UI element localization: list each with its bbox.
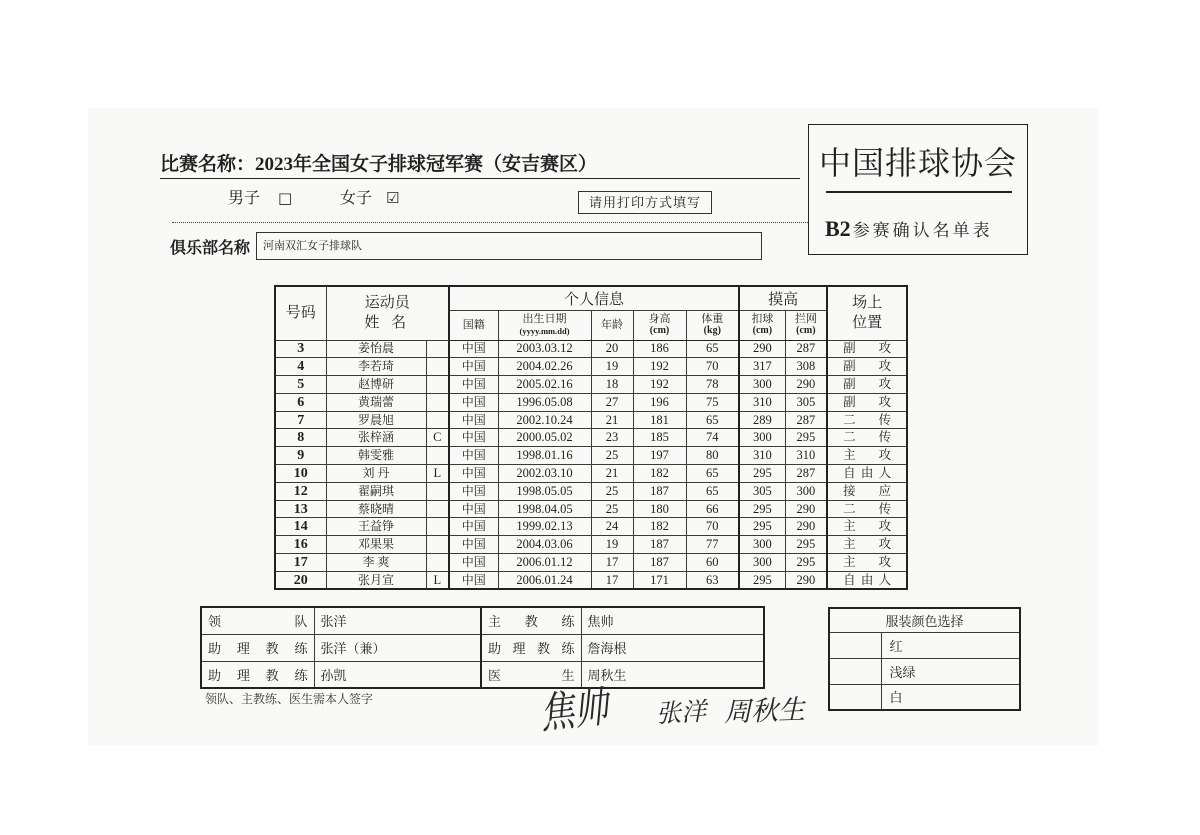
cell-birth: 2002.10.24	[498, 411, 591, 429]
cell-name: 李 爽	[326, 554, 426, 572]
cell-position: 二 传	[827, 411, 907, 429]
cell-number: 4	[275, 358, 326, 376]
roster-row	[275, 429, 907, 447]
cell-number: 14	[275, 518, 326, 536]
cell-number: 7	[275, 411, 326, 429]
cell-weight: 65	[686, 411, 739, 429]
cell-block: 290	[785, 571, 827, 589]
form-title-line	[825, 215, 993, 246]
cell-birth: 1996.05.08	[498, 393, 591, 411]
dotted-separator	[172, 222, 808, 223]
cell-spike: 300	[739, 429, 785, 447]
header-weight-line1: 体重	[701, 313, 724, 325]
header-age: 年龄	[591, 310, 633, 340]
cell-height: 197	[633, 447, 686, 465]
cell-spike: 295	[739, 571, 785, 589]
cell-number: 8	[275, 429, 326, 447]
cell-block: 300	[785, 482, 827, 500]
gender-male-option	[228, 188, 292, 209]
cell-spike: 290	[739, 340, 785, 358]
cell-age: 17	[591, 554, 633, 572]
cell-birth: 1998.04.05	[498, 500, 591, 518]
cell-spike: 300	[739, 536, 785, 554]
cell-age: 25	[591, 500, 633, 518]
cell-birth: 1998.01.16	[498, 447, 591, 465]
cell-mark	[426, 482, 449, 500]
cell-height: 186	[633, 340, 686, 358]
roster-row	[275, 518, 907, 536]
uniform-option: 红	[881, 632, 1020, 658]
cell-age: 19	[591, 358, 633, 376]
cell-height: 187	[633, 554, 686, 572]
cell-weight: 78	[686, 376, 739, 394]
cell-position: 副 攻	[827, 376, 907, 394]
cell-number: 9	[275, 447, 326, 465]
uniform-check-cell	[829, 684, 881, 710]
cell-age: 24	[591, 518, 633, 536]
cell-spike: 310	[739, 393, 785, 411]
cell-name: 邓果果	[326, 536, 426, 554]
cell-age: 18	[591, 376, 633, 394]
header-birth-line1: 出生日期	[522, 313, 567, 325]
gender-female-option	[340, 188, 399, 209]
cell-height: 187	[633, 536, 686, 554]
cell-number: 16	[275, 536, 326, 554]
cell-age: 20	[591, 340, 633, 358]
header-weight-line2: (kg)	[703, 325, 721, 336]
header-nationality: 国籍	[449, 310, 498, 340]
roster-row	[275, 340, 907, 358]
cell-mark	[426, 554, 449, 572]
roster-row	[275, 571, 907, 589]
cell-name: 刘 丹	[326, 465, 426, 483]
cell-mark: L	[426, 571, 449, 589]
cell-number: 17	[275, 554, 326, 572]
staff-table	[200, 606, 765, 689]
cell-age: 25	[591, 482, 633, 500]
cell-block: 290	[785, 500, 827, 518]
staff-row	[201, 607, 764, 634]
cell-block: 308	[785, 358, 827, 376]
cell-birth: 2006.01.24	[498, 571, 591, 589]
cell-height: 180	[633, 500, 686, 518]
cell-name: 赵博研	[326, 376, 426, 394]
header-athlete-name	[326, 286, 449, 340]
cell-weight: 65	[686, 340, 739, 358]
header-position	[827, 286, 907, 340]
cell-mark	[426, 376, 449, 394]
signature-doctor: 周秋生	[723, 694, 806, 729]
cell-weight: 70	[686, 518, 739, 536]
uniform-option-row	[829, 684, 1020, 710]
header-position-line1: 场上	[852, 295, 883, 312]
roster-row	[275, 358, 907, 376]
cell-name: 李若琦	[326, 358, 426, 376]
cell-name: 罗晨旭	[326, 411, 426, 429]
match-name-line	[160, 153, 800, 179]
cell-block: 287	[785, 465, 827, 483]
club-label: 俱乐部名称	[170, 240, 251, 257]
cell-number: 5	[275, 376, 326, 394]
cell-birth: 2006.01.12	[498, 554, 591, 572]
cell-name: 王益铮	[326, 518, 426, 536]
cell-height: 171	[633, 571, 686, 589]
header-block-line1: 拦网	[794, 313, 817, 325]
cell-position: 主 攻	[827, 536, 907, 554]
cell-mark	[426, 393, 449, 411]
cell-birth: 2002.03.10	[498, 465, 591, 483]
cell-name: 蔡晓晴	[326, 500, 426, 518]
cell-weight: 70	[686, 358, 739, 376]
cell-position: 自由人	[827, 571, 907, 589]
staff-value: 焦帅	[581, 607, 764, 634]
cell-spike: 295	[739, 465, 785, 483]
header-birth	[498, 310, 591, 340]
cell-nationality: 中国	[449, 340, 498, 358]
uniform-title-row	[829, 608, 1020, 632]
cell-name: 翟嗣琪	[326, 482, 426, 500]
form-title: 参赛确认名单表	[852, 221, 993, 240]
staff-row	[201, 661, 764, 688]
cell-nationality: 中国	[449, 571, 498, 589]
roster-header	[275, 286, 907, 340]
header-reach: 摸高	[739, 286, 827, 310]
cell-nationality: 中国	[449, 465, 498, 483]
cell-mark	[426, 518, 449, 536]
cell-spike: 295	[739, 500, 785, 518]
header-athlete-line1: 运动员	[364, 295, 410, 312]
cell-mark	[426, 411, 449, 429]
roster-row	[275, 411, 907, 429]
cell-spike: 295	[739, 518, 785, 536]
cell-name: 韩雯雅	[326, 447, 426, 465]
staff-row	[201, 634, 764, 661]
header-height-line1: 身高	[648, 313, 671, 325]
signature-head-coach: 焦帅	[537, 682, 611, 740]
cell-block: 295	[785, 536, 827, 554]
cell-number: 20	[275, 571, 326, 589]
cell-weight: 80	[686, 447, 739, 465]
cell-mark	[426, 340, 449, 358]
cell-age: 21	[591, 465, 633, 483]
cell-number: 12	[275, 482, 326, 500]
roster-row	[275, 447, 907, 465]
staff-value: 张洋（兼）	[314, 634, 481, 661]
uniform-color-table	[828, 607, 1021, 711]
staff-value: 孙凯	[314, 661, 481, 688]
staff-label: 助 理 教 练	[481, 634, 581, 661]
cell-block: 295	[785, 429, 827, 447]
cell-name: 张月宣	[326, 571, 426, 589]
cell-block: 290	[785, 518, 827, 536]
cell-weight: 65	[686, 465, 739, 483]
print-instruction-box: 请用打印方式填写	[578, 191, 712, 214]
header-weight	[686, 310, 739, 340]
uniform-check-cell	[829, 632, 881, 658]
staff-label: 领 队	[201, 607, 314, 634]
cell-weight: 75	[686, 393, 739, 411]
cell-birth: 1998.05.05	[498, 482, 591, 500]
cell-position: 二 传	[827, 429, 907, 447]
association-badge	[808, 124, 1028, 255]
cell-position: 主 攻	[827, 554, 907, 572]
cell-spike: 305	[739, 482, 785, 500]
gender-male-label: 男子	[228, 190, 261, 207]
badge-divider	[826, 191, 1012, 193]
cell-mark	[426, 500, 449, 518]
roster-body	[275, 340, 907, 589]
roster-row	[275, 500, 907, 518]
staff-value: 张洋	[314, 607, 481, 634]
cell-position: 自由人	[827, 465, 907, 483]
cell-name: 黄瑞蕾	[326, 393, 426, 411]
cell-block: 287	[785, 340, 827, 358]
cell-number: 6	[275, 393, 326, 411]
roster-header-row-1	[275, 286, 907, 310]
header-height	[633, 310, 686, 340]
header-spike-line2: (cm)	[752, 325, 773, 336]
cell-position: 副 攻	[827, 393, 907, 411]
cell-name: 姜怡晨	[326, 340, 426, 358]
cell-height: 182	[633, 518, 686, 536]
cell-position: 二 传	[827, 500, 907, 518]
cell-position: 副 攻	[827, 358, 907, 376]
cell-number: 3	[275, 340, 326, 358]
cell-age: 23	[591, 429, 633, 447]
cell-name: 张梓涵	[326, 429, 426, 447]
cell-nationality: 中国	[449, 393, 498, 411]
cell-block: 290	[785, 376, 827, 394]
header-block-line2: (cm)	[796, 325, 816, 336]
cell-position: 主 攻	[827, 518, 907, 536]
cell-height: 185	[633, 429, 686, 447]
header-birth-line2: (yyyy.mm.dd)	[519, 326, 570, 336]
cell-mark	[426, 536, 449, 554]
uniform-title: 服装颜色选择	[829, 608, 1020, 632]
uniform-check-cell	[829, 658, 881, 684]
roster-row	[275, 536, 907, 554]
cell-weight: 65	[686, 482, 739, 500]
header-number: 号码	[275, 286, 326, 340]
cell-weight: 77	[686, 536, 739, 554]
gender-female-checkbox: ☑	[386, 189, 400, 207]
header-personal-info: 个人信息	[449, 286, 739, 310]
cell-number: 13	[275, 500, 326, 518]
cell-block: 287	[785, 411, 827, 429]
staff-label: 主 教 练	[481, 607, 581, 634]
staff-label: 助 理 教 练	[201, 661, 314, 688]
cell-nationality: 中国	[449, 500, 498, 518]
roster-row	[275, 465, 907, 483]
roster-row	[275, 393, 907, 411]
staff-value: 詹海根	[581, 634, 764, 661]
gender-female-label: 女子	[340, 190, 373, 207]
cell-spike: 300	[739, 376, 785, 394]
header-athlete-line2: 姓 名	[364, 315, 411, 332]
cell-age: 19	[591, 536, 633, 554]
cell-nationality: 中国	[449, 536, 498, 554]
cell-height: 182	[633, 465, 686, 483]
uniform-option: 白	[881, 684, 1020, 710]
uniform-option-row	[829, 658, 1020, 684]
cell-mark	[426, 447, 449, 465]
header-block	[785, 310, 827, 340]
cell-mark: L	[426, 465, 449, 483]
staff-value: 周秋生	[581, 661, 764, 688]
staff-label: 医 生	[481, 661, 581, 688]
roster-row	[275, 482, 907, 500]
form-code: B2	[825, 216, 851, 241]
cell-nationality: 中国	[449, 518, 498, 536]
cell-spike: 300	[739, 554, 785, 572]
cell-block: 305	[785, 393, 827, 411]
cell-height: 192	[633, 376, 686, 394]
cell-number: 10	[275, 465, 326, 483]
match-label: 比赛名称：	[160, 154, 256, 175]
cell-position: 主 攻	[827, 447, 907, 465]
match-name: 2023年全国女子排球冠军赛（安吉赛区）	[255, 154, 598, 175]
header-spike-line1: 扣球	[751, 313, 774, 325]
cell-block: 310	[785, 447, 827, 465]
cell-birth: 2000.05.02	[498, 429, 591, 447]
cell-birth: 2004.03.06	[498, 536, 591, 554]
signature-note: 领队、主教练、医生需本人签字	[205, 692, 374, 706]
cell-age: 25	[591, 447, 633, 465]
association-name: 中国排球协会	[818, 145, 1017, 181]
roster-table	[274, 285, 908, 590]
cell-nationality: 中国	[449, 429, 498, 447]
cell-birth: 2005.02.16	[498, 376, 591, 394]
cell-position: 接 应	[827, 482, 907, 500]
roster-row	[275, 376, 907, 394]
cell-birth: 2004.02.26	[498, 358, 591, 376]
cell-nationality: 中国	[449, 447, 498, 465]
cell-nationality: 中国	[449, 554, 498, 572]
cell-mark: C	[426, 429, 449, 447]
cell-spike: 317	[739, 358, 785, 376]
club-name-field: 河南双汇女子排球队	[256, 232, 762, 260]
cell-nationality: 中国	[449, 376, 498, 394]
cell-weight: 66	[686, 500, 739, 518]
header-position-line2: 位置	[852, 315, 883, 332]
cell-birth: 2003.03.12	[498, 340, 591, 358]
cell-height: 187	[633, 482, 686, 500]
staff-label: 助 理 教 练	[201, 634, 314, 661]
cell-weight: 74	[686, 429, 739, 447]
cell-age: 27	[591, 393, 633, 411]
uniform-option: 浅绿	[881, 658, 1020, 684]
cell-height: 192	[633, 358, 686, 376]
cell-height: 181	[633, 411, 686, 429]
cell-spike: 310	[739, 447, 785, 465]
cell-block: 295	[785, 554, 827, 572]
roster-row	[275, 554, 907, 572]
cell-weight: 63	[686, 571, 739, 589]
cell-height: 196	[633, 393, 686, 411]
cell-birth: 1999.02.13	[498, 518, 591, 536]
signature-team-leader: 张洋	[655, 696, 707, 729]
cell-spike: 289	[739, 411, 785, 429]
cell-nationality: 中国	[449, 411, 498, 429]
cell-mark	[426, 358, 449, 376]
cell-age: 21	[591, 411, 633, 429]
cell-weight: 60	[686, 554, 739, 572]
header-height-line2: (cm)	[649, 325, 670, 336]
cell-age: 17	[591, 571, 633, 589]
cell-nationality: 中国	[449, 482, 498, 500]
gender-male-checkbox: □	[278, 189, 293, 207]
header-spike	[739, 310, 785, 340]
cell-position: 副 攻	[827, 340, 907, 358]
cell-nationality: 中国	[449, 358, 498, 376]
uniform-option-row	[829, 632, 1020, 658]
